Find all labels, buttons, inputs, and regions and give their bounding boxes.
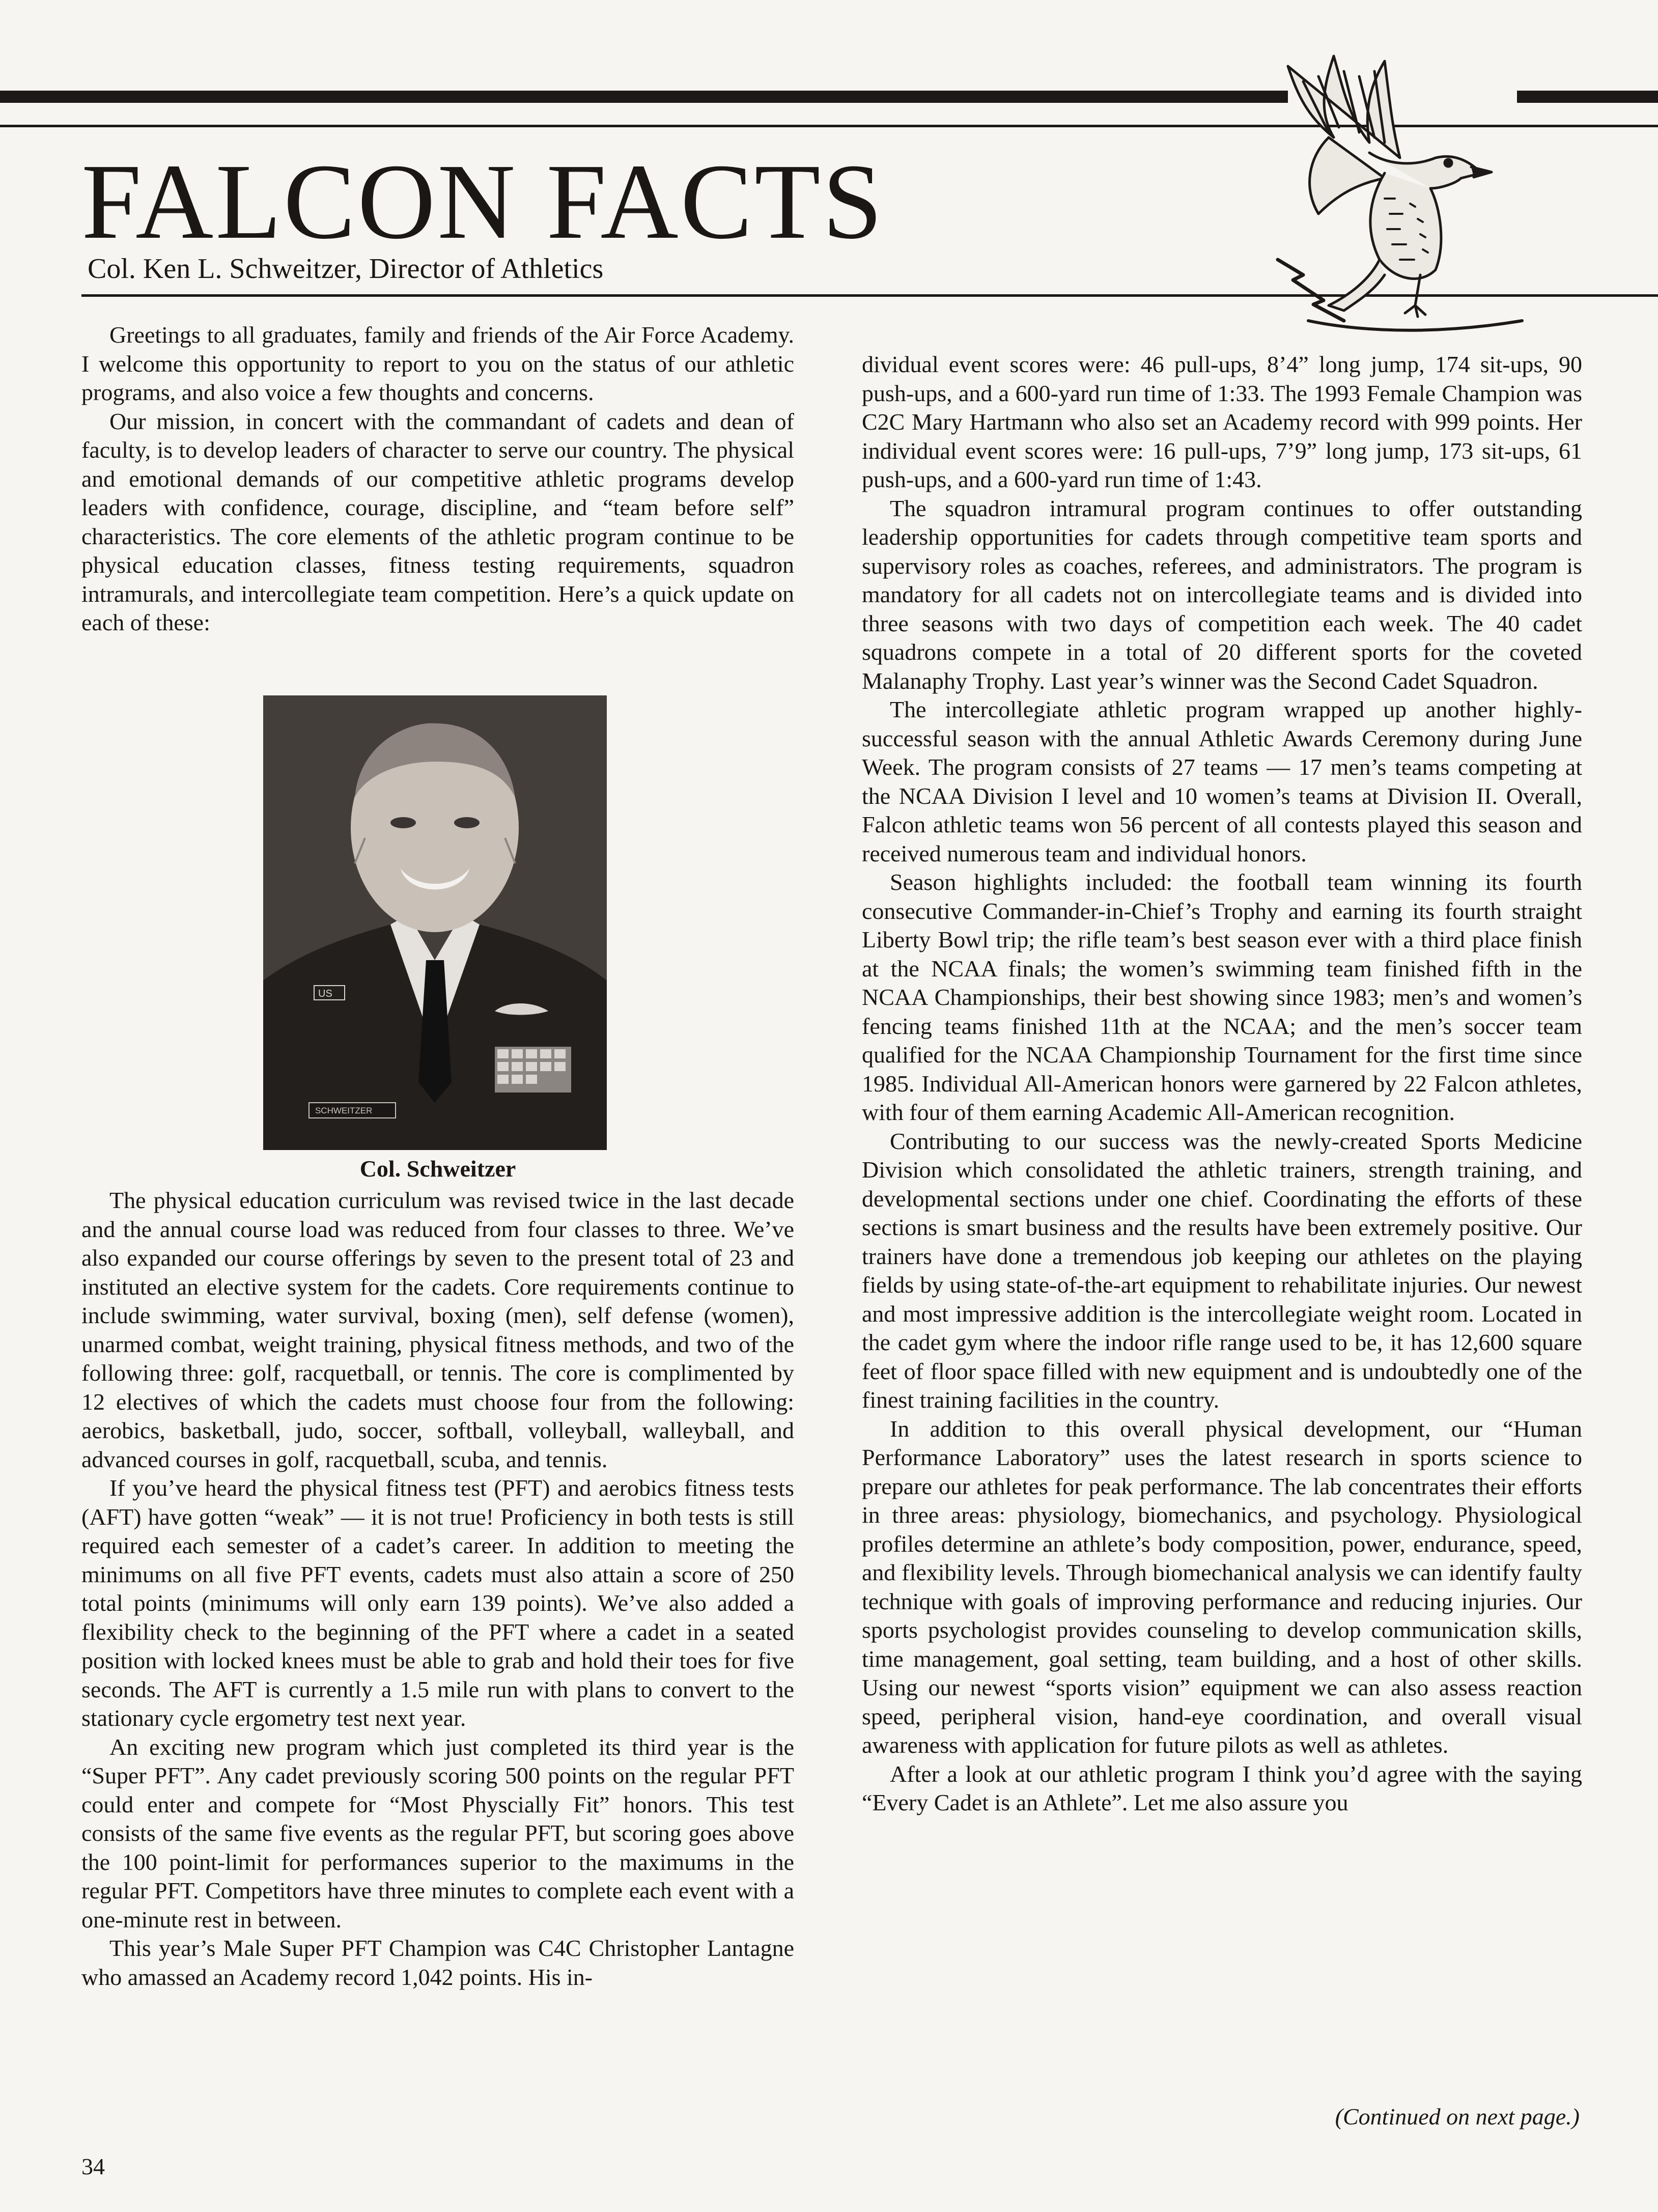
photo-caption: Col. Schweitzer: [359, 1156, 516, 1182]
paragraph: Season highlights included: the football team winning its fourth consecutive Commander-in-Chief’s Trophy and earning its fourth straight Liberty Bowl trip; the rifle team’s best season ever with a third place finish at the NCAA finals; the women’s swimming team finished fifth in the NCAA Championships, their best showing since 1983; men’s and women’s fencing teams finished 11th at the NCAA; and the men’s soccer team qualified for the NCAA Championship Tournament for the first time since 1985. Individual All-American honors were garnered by 22 Falcon athletes, with four of them earning Academic All-American recognition.: [862, 869, 1582, 1125]
article-column-left-bottom: [81, 1186, 794, 1992]
paragraph: The physical education curriculum was revised twice in the last decade and the annual course load was reduced from four classes to three. We’ve also expanded our course offerings by seven to the present total of 23 and instituted an elective system for the cadets. Core requirements continue to include swimming, water survival, boxing (men), self defense (women), unarmed combat, weight training, physical fitness methods, and two of the following three: golf, racquetball, or tennis. The core is complimented by 12 electives of which the cadets must choose four from the following: aerobics, basketball, judo, soccer, softball, volleyball, walleyball, and advanced courses in golf, racquetball, scuba, and tennis.: [81, 1187, 794, 1472]
paragraph: After a look at our athletic program I think you’d agree with the saying “Every Cadet is an Athlete”. Let me also assure you: [862, 1760, 1582, 1815]
page-number: 34: [81, 2153, 105, 2179]
portrait-photo: [263, 695, 607, 1150]
header-rule-thick-right: [1517, 91, 1658, 103]
shoulder-insignia: US: [318, 988, 332, 999]
byline: Col. Ken L. Schweitzer, Director of Athletics: [88, 253, 604, 285]
article-column-right: [862, 350, 1582, 1817]
paragraph: If you’ve heard the physical fitness test (PFT) and aerobics fitness tests (AFT) have gotten “weak” — it is not true! Proficiency in both tests is still required each semester of a cadet’s career. In addition to meeting the minimums on all five PFT events, cadets must also attain a score of 250 total points (minimums will only earn 139 points). We’ve also added a flexibility check to the beginning of the PFT where a cadet in a seated position with locked knees must be able to grab and hold their toes for five seconds. The AFT is currently a 1.5 mile run with plans to convert to the stationary cycle ergometry test next year.: [81, 1475, 794, 1731]
paragraph: An exciting new program which just completed its third year is the “Super PFT”. Any cadet previously scoring 500 points on the regular PFT could enter and compete for “Most Physcially Fit” honors. This test consists of the same five events as the regular PFT, but scoring goes above the 100 point-limit for performances superior to the maximums in the regular PFT. Competitors have three minutes to complete each event with a one-minute rest in between.: [81, 1733, 794, 1933]
paragraph: This year’s Male Super PFT Champion was C4C Christopher Lantagne who amassed an Academy record 1,042 points. His in-: [81, 1935, 794, 1990]
falcon-illustration: [1217, 36, 1532, 351]
paragraph: Greetings to all graduates, family and friends of the Air Force Academy. I welcome this opportunity to report to you on the status of our athletic programs, and also voice a few thoughts and concerns.: [81, 322, 794, 405]
paragraph: The squadron intramural program continues to offer outstanding leadership opportunities for cadets through competitive team sports and supervisory roles as coaches, referees, and administrators. The program is mandatory for all cadets not on intercollegiate teams and is divided into three seasons with two days of competition each week. The 40 cadet squadrons compete in a total of 20 different sports for the coveted Malanaphy Trophy. Last year’s winner was the Second Cadet Squadron.: [862, 495, 1582, 694]
continued-note: (Continued on next page.): [1335, 2104, 1580, 2130]
paragraph: dividual event scores were: 46 pull-ups, 8’4” long jump, 174 sit-ups, 90 push-ups, and a 600-yard run time of 1:33. The 1993 Female Champion was C2C Mary Hartmann who also set an Academy record with 999 points. Her individual event scores were: 16 pull-ups, 7’9” long jump, 173 sit-ups, 61 push-ups, and a 600-yard run time of 1:43.: [862, 351, 1582, 492]
paragraph: Our mission, in concert with the commandant of cadets and dean of faculty, is to develop leaders of character to serve our country. The physical and emotional demands of our competitive athletic programs develop leaders with confidence, courage, discipline, and “team before self” characteristics. The core elements of the athletic program continue to be physical education classes, fitness testing requirements, squadron intramurals, and intercollegiate team competition. Here’s a quick update on each of these:: [81, 408, 794, 635]
header-rule-thick: [0, 91, 1288, 103]
paragraph: The intercollegiate athletic program wrapped up another highly-successful season with the annual Athletic Awards Ceremony during June Week. The program consists of 27 teams — 17 men’s teams competing at the NCAA Division I level and 10 women’s teams at Division II. Overall, Falcon athletic teams won 56 percent of all contests played this season and received numerous team and individual honors.: [862, 696, 1582, 866]
paragraph: Contributing to our success was the newly-created Sports Medicine Division which consolidated the athletic trainers, strength training, and developmental sections under one chief. Coordinating the efforts of these sections is smart business and the results have been extremely positive. Our trainers have done a tremendous job keeping our athletes on the playing fields by using state-of-the-art equipment to rehabilitate injuries. Our newest and most impressive addition is the intercollegiate weight room. Located in the cadet gym where the indoor rifle range used to be, it has 12,600 square feet of floor space filled with new equipment and is undoubtedly one of the finest training facilities in the country.: [862, 1128, 1582, 1413]
page-title: FALCON FACTS: [81, 142, 885, 261]
nameplate: SCHWEITZER: [315, 1106, 373, 1115]
article-column-left-top: [81, 321, 794, 637]
paragraph: In addition to this overall physical development, our “Human Performance Laboratory” uses the latest research in sports science to prepare our athletes for peak performance. The lab concentrates their efforts in three areas: physiology, biomechanics, and psychology. Physiological profiles determine an athlete’s body composition, power, endurance, speed, and flexibility levels. Through biomechanical analysis we can identify faulty technique with goals of improving performance and reducing injuries. Our sports psychologist provides counseling to develop communication skills, time management, goal setting, team building, and a host of other skills. Using our newest “sports vision” equipment we can also assess reaction speed, peripheral vision, hand-eye coordination, and overall visual awareness with application for future pilots as well as athletes.: [862, 1415, 1582, 1758]
